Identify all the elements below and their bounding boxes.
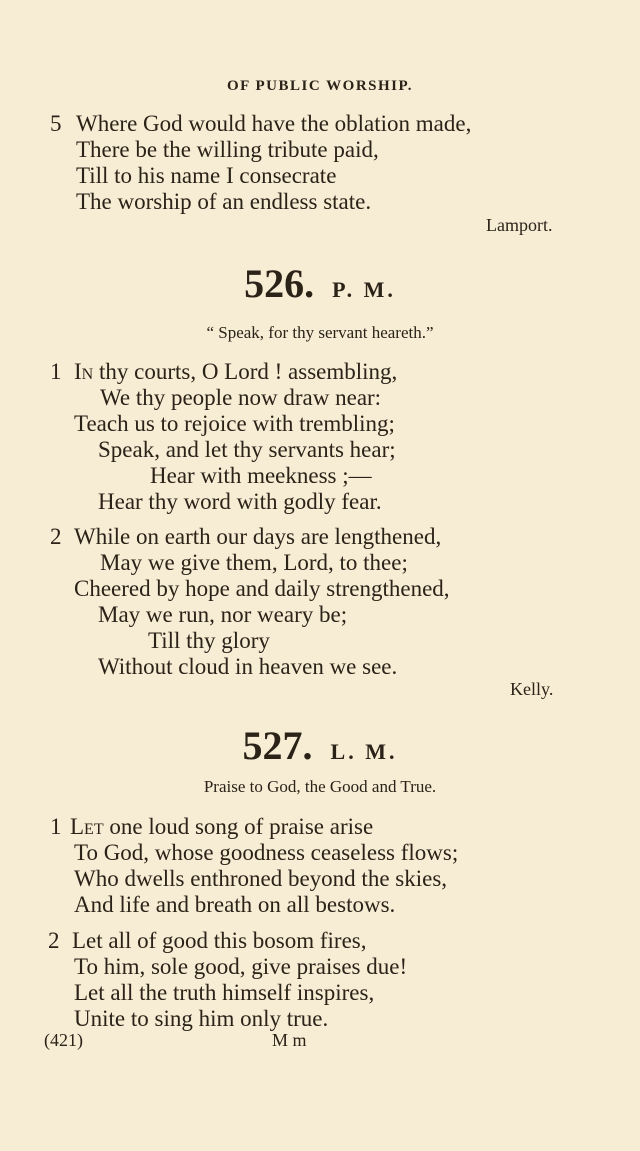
verse-line: To God, whose goodness ceaseless flows; [74,840,459,865]
verse-line: We thy people now draw near: [100,385,382,410]
verse-line: And life and breath on all bestows. [74,892,396,917]
verse-line: Teach us to rejoice with trembling; [74,411,395,436]
hymn-number: 527. [242,723,313,768]
hymn-meter: P. M. [332,277,396,302]
verse-number: 1 [50,814,62,839]
verse-line: Cheered by hope and daily strengthened, [74,576,450,601]
verse-line [74,360,397,383]
verse-number: 2 [50,524,62,549]
verse-line: May we give them, Lord, to thee; [100,550,408,575]
verse-line: Hear with meekness ;— [150,463,372,488]
verse-number: 2 [48,928,60,953]
verse-line-rest: thy courts, O Lord ! assembling, [93,359,398,384]
verse-line: The worship of an endless state. [76,189,372,214]
hymn-subtitle: “ Speak, for thy servant heareth.” [206,323,434,342]
verse-line: Till to his name I consecrate [76,163,337,188]
verse-line: Who dwells enthroned beyond the skies, [74,866,448,891]
verse-line: Let all of good this bosom fires, [72,928,367,953]
running-header: OF PUBLIC WORSHIP. [226,78,414,94]
verse-line-rest: one loud song of praise arise [103,814,374,839]
hymn-number: 526. [244,261,315,306]
verse-line: Let all the truth himself inspires, [74,980,375,1005]
verse-number: 1 [50,359,62,384]
hymn-meter: L. M. [330,739,398,764]
verse-line: Where God would have the oblation made, [76,111,472,136]
verse-line: There be the willing tribute paid, [76,137,379,162]
verse-line [70,815,373,838]
verse-first-word: Let [70,814,104,839]
hymn-subtitle: Praise to God, the Good and True. [203,777,437,796]
verse-line: While on earth our days are lengthened, [74,524,442,549]
signature-mark: M m [272,1030,307,1050]
verse-line: To him, sole good, give praises due! [74,954,408,979]
verse-line: May we run, nor weary be; [98,602,348,627]
hymn-title [0,723,640,768]
verse-line: Unite to sing him only true. [74,1006,329,1031]
hymn-author: Kelly. [510,679,554,699]
hymn-title [0,261,640,306]
verse-number: 5 [50,111,62,136]
verse-line: Without cloud in heaven we see. [98,654,398,679]
verse-line: Hear thy word with godly fear. [98,489,382,514]
verse-line: Speak, and let thy servants hear; [98,437,396,462]
verse-first-word: In [74,359,94,384]
page-number: (421) [44,1030,83,1050]
verse-line: Till thy glory [148,628,270,653]
hymn-author: Lamport. [486,215,553,235]
